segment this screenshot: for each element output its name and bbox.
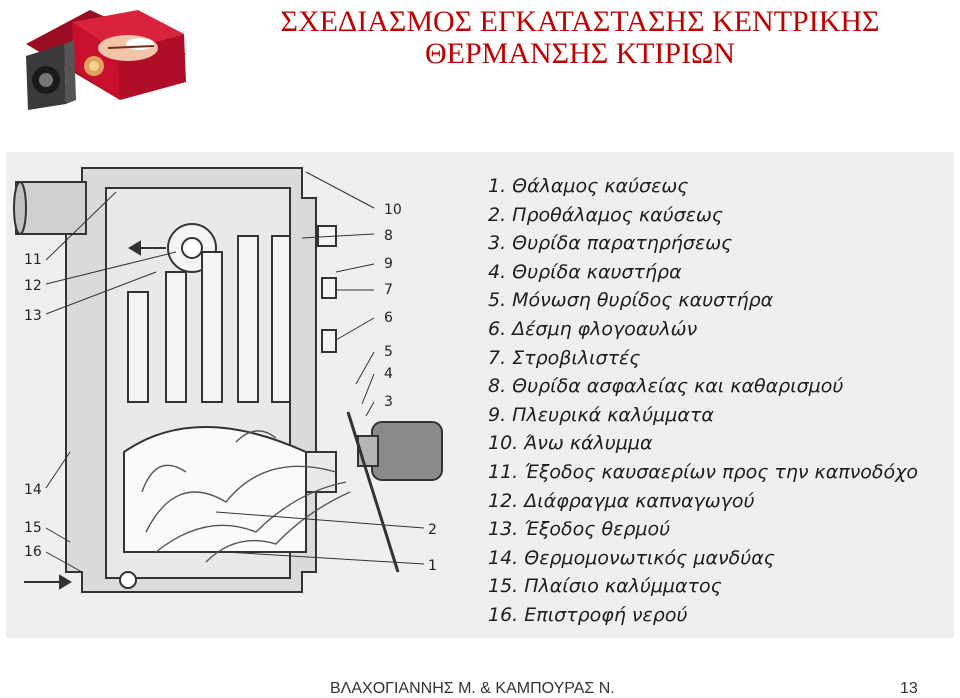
- slide-title-line1: ΣΧΕΔΙΑΣΜΟΣ ΕΓΚΑΤΑΣΤΑΣΗΣ ΚΕΝΤΡΙΚΗΣ: [280, 5, 880, 38]
- parts-legend: [488, 172, 918, 630]
- callout-label: 15: [24, 520, 42, 536]
- callout-label: 4: [384, 366, 393, 382]
- legend-item: 12. Διάφραγμα καπναγωγού: [488, 489, 755, 512]
- legend-item: 15. Πλαίσιο καλύμματος: [488, 575, 722, 598]
- legend-item: 13. Έξοδος θερμού: [488, 518, 671, 541]
- page-number: 13: [900, 680, 918, 697]
- callout-label: 8: [384, 228, 393, 244]
- legend-item: 8. Θυρίδα ασφαλείας και καθαρισμού: [488, 375, 844, 398]
- callout-label: 1: [428, 558, 437, 574]
- legend-item: 3. Θυρίδα παρατηρήσεως: [488, 232, 733, 255]
- legend-item: 1. Θάλαμος καύσεως: [488, 175, 689, 197]
- callout-label: 14: [24, 482, 42, 498]
- legend-item: 4. Θυρίδα καυστήρα: [488, 260, 682, 283]
- callout-label: 3: [384, 394, 393, 410]
- callout-label: 5: [384, 344, 393, 360]
- callout-label: 7: [384, 282, 393, 298]
- slide-title-line2: ΘΕΡΜΑΝΣΗΣ ΚΤΙΡΙΩΝ: [424, 37, 736, 70]
- callout-label: 11: [24, 252, 42, 268]
- callout-label: 2: [428, 522, 437, 538]
- legend-item: 16. Επιστροφή νερού: [488, 603, 688, 626]
- boiler-cross-section-diagram: [6, 152, 472, 638]
- callout-label: 10: [384, 202, 402, 218]
- callout-label: 12: [24, 278, 42, 294]
- callout-label: 6: [384, 310, 393, 326]
- legend-item: 9. Πλευρικά καλύμματα: [488, 403, 714, 426]
- legend-item: 5. Μόνωση θυρίδος καυστήρα: [488, 289, 774, 312]
- slide-footer: ΒΛΑΧΟΓΙΑΝΝΗΣ Μ. & ΚΑΜΠΟΥΡΑΣ Ν.: [330, 680, 615, 697]
- legend-item: 11. Έξοδος καυσαερίων προς την καπνοδόχο: [488, 460, 919, 483]
- callout-label: 13: [24, 308, 42, 324]
- legend-item: 14. Θερμομονωτικός μανδύας: [488, 546, 775, 569]
- legend-item: 7. Στροβιλιστές: [488, 346, 641, 369]
- legend-item: 10. Άνω κάλυμμα: [488, 432, 653, 455]
- boiler-cutaway-icon: [20, 4, 188, 116]
- callout-label: 9: [384, 256, 393, 272]
- callout-label: 16: [24, 544, 42, 560]
- legend-item: 2. Προθάλαμος καύσεως: [488, 203, 724, 226]
- legend-item: 6. Δέσμη φλογοαυλών: [488, 317, 698, 340]
- slide-title: [200, 6, 960, 70]
